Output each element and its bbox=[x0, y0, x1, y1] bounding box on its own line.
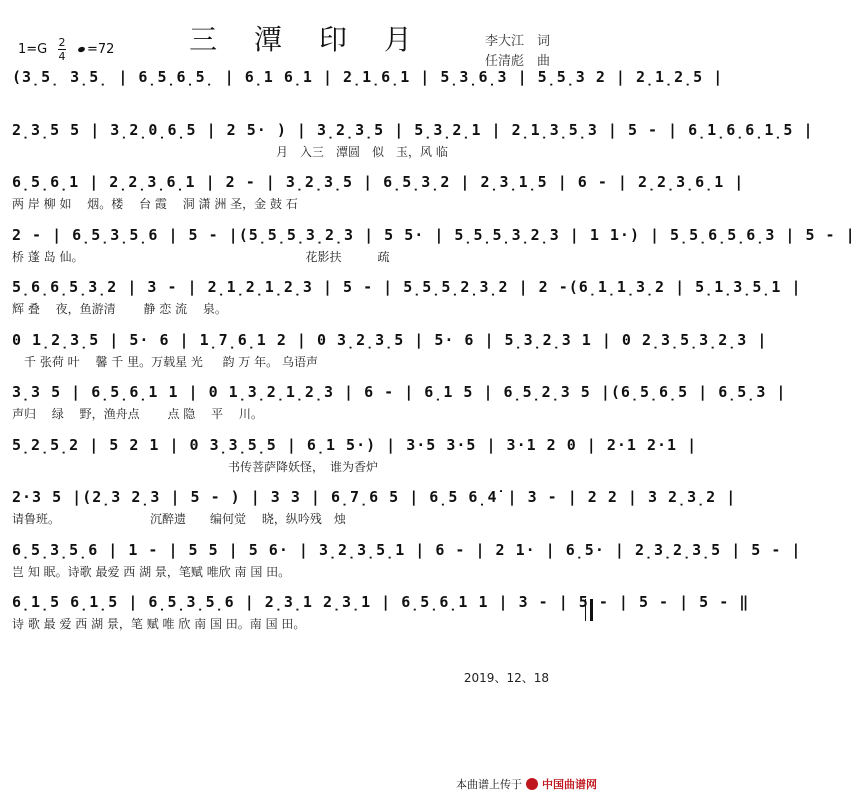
footer-credit bbox=[456, 776, 597, 792]
notation-line-1: (3̣5̣ 3̣5̣ | 6̣5̣6̣5̣ | 6̣1 6̣1 | 2̣1̣6̣1 | 5̣3̣6̣3 | 5̣5̣3 2 | 2̣1̣2̣5 | bbox=[12, 68, 724, 86]
time-signature-bottom: 4 bbox=[58, 50, 66, 63]
notation-line-4: 2 - | 6̣5̣3̣5̣6 | 5 - |(5̣5̣5̣3̣2̣3 | 5 5· | 5̣5̣5̣3̣2̣3 | 1 1·) | 5̣5̣6̣5̣6̣3 | 5 - | bbox=[12, 225, 856, 244]
lyric-line-6: 千 张荷 叶 馨 千 里。万载星 光 韵 万 年。 乌语声 bbox=[12, 354, 318, 369]
time-signature bbox=[58, 37, 66, 62]
lyric-line-9: 请鲁班。 沉醉遗 编何觉 晓，纵吟残 烛 bbox=[12, 512, 346, 526]
notation-line-2: 2̣3̣5 5 | 3̣2̣0̣6̣5 | 2 5· ) | 3̣2̣3̣5 | 5̣3̣2̣1 | 2̣1̣3̣5̣3 | 5 - | 6̣1̣6̣6̣1̣5 | bbox=[12, 120, 814, 139]
site-name: 中国曲谱网 bbox=[542, 778, 597, 791]
site-logo-icon bbox=[526, 778, 538, 790]
notation-line-6: 0 1̣2̣3̣5 | 5· 6 | 1̣7̣6̣1 2 | 0 3̣2̣3̣5 | 5· 6 | 5̣3̣2̣3 1 | 0 2̣3̣5̣3̣2̣3 | bbox=[12, 330, 768, 349]
lyric-line-3: 两 岸 柳 如 烟。楼 台 霞 洞 潇 洲 圣，金 鼓 石 bbox=[12, 197, 298, 211]
tempo-value: =72 bbox=[87, 42, 115, 57]
tempo-marking bbox=[78, 42, 114, 57]
lyric-line-11: 诗 歌 最 爱 西 湖 景，笔 赋 唯 欣 南 国 田。南 国 田。 bbox=[12, 617, 306, 631]
composer-credit: 任清彪 曲 bbox=[485, 54, 551, 69]
lyric-line-7: 声归 绿 野，渔舟点 点 隐 平 川。 bbox=[12, 407, 263, 421]
lyric-line-5: 辉 叠 夜，鱼游清 静 恋 流 泉。 bbox=[12, 302, 227, 316]
notation-line-5: 5̣6̣6̣5̣3̣2 | 3 - | 2̣1̣2̣1̣2̣3 | 5 - | 5̣5̣5̣2̣3̣2 | 2 -(6̣1̣1̣3̣2 | 5̣1̣3̣5̣1 | bbox=[12, 278, 802, 296]
notation-line-9: 2·3 5 |(2̣3 2̣3 | 5 - ) | 3 3 | 6̣7̣6 5 | 6̣5 6̣4̇ | 3 - | 2 2 | 3 2̣3̣2 | bbox=[12, 488, 737, 506]
song-title: 三 潭 印 月 bbox=[189, 23, 426, 56]
lyric-line-2: 月 入三 潭圆 似 玉，风 临 bbox=[12, 144, 448, 159]
date-stamp: 2019、12、18 bbox=[463, 671, 549, 685]
lyric-line-4: 桥 蓬 岛 仙。 花影扶 疏 bbox=[12, 249, 390, 264]
quarter-note-icon bbox=[77, 46, 85, 53]
notation-line-7: 3̣3 5 | 6̣5̣6̣1 1 | 0 1̣3̣2̣1̣2̣3 | 6 - | 6̣1 5 | 6̣5̣2̣3 5 |(6̣5̣6̣5 | 6̣5̣3 | bbox=[12, 383, 787, 401]
notation-line-11: 6̣1̣5 6̣1̣5 | 6̣5̣3̣5̣6 | 2̣3̣1 2̣3̣1 | 6̣5̣6̣1 1 | 3 - | 5 - | 5 - | 5 - ‖ bbox=[12, 593, 750, 611]
key-signature: 1=G bbox=[18, 42, 48, 57]
lyric-line-8: 书传菩萨降妖怪， 谁为香炉 bbox=[12, 459, 379, 474]
notation-line-8: 5̣2̣5̣2 | 5 2 1 | 0 3̣3̣5̣5 | 6̣1 5·) | 3·5 3·5 | 3·1 2 0 | 2·1 2·1 | bbox=[12, 435, 698, 454]
lyricist-credit: 李大江 词 bbox=[485, 34, 551, 49]
footer-text: 本曲谱上传于 bbox=[456, 778, 522, 791]
final-barline bbox=[585, 599, 593, 621]
lyric-line-10: 岂 知 眠。诗歌 最爱 西 湖 景，笔赋 唯欣 南 国 田。 bbox=[12, 564, 291, 579]
notation-line-10: 6̣5̣3̣5̣6 | 1 - | 5 5 | 5 6· | 3̣2̣3̣5̣1 | 6 - | 2 1· | 6̣5· | 2̣3̣2̣3̣5 | 5 - | bbox=[12, 540, 802, 559]
notation-line-3: 6̣5̣6̣1 | 2̣2̣3̣6̣1 | 2 - | 3̣2̣3̣5 | 6̣5̣3̣2 | 2̣3̣1̣5 | 6 - | 2̣2̣3̣6̣1 | bbox=[12, 173, 745, 191]
time-signature-top: 2 bbox=[58, 36, 66, 49]
